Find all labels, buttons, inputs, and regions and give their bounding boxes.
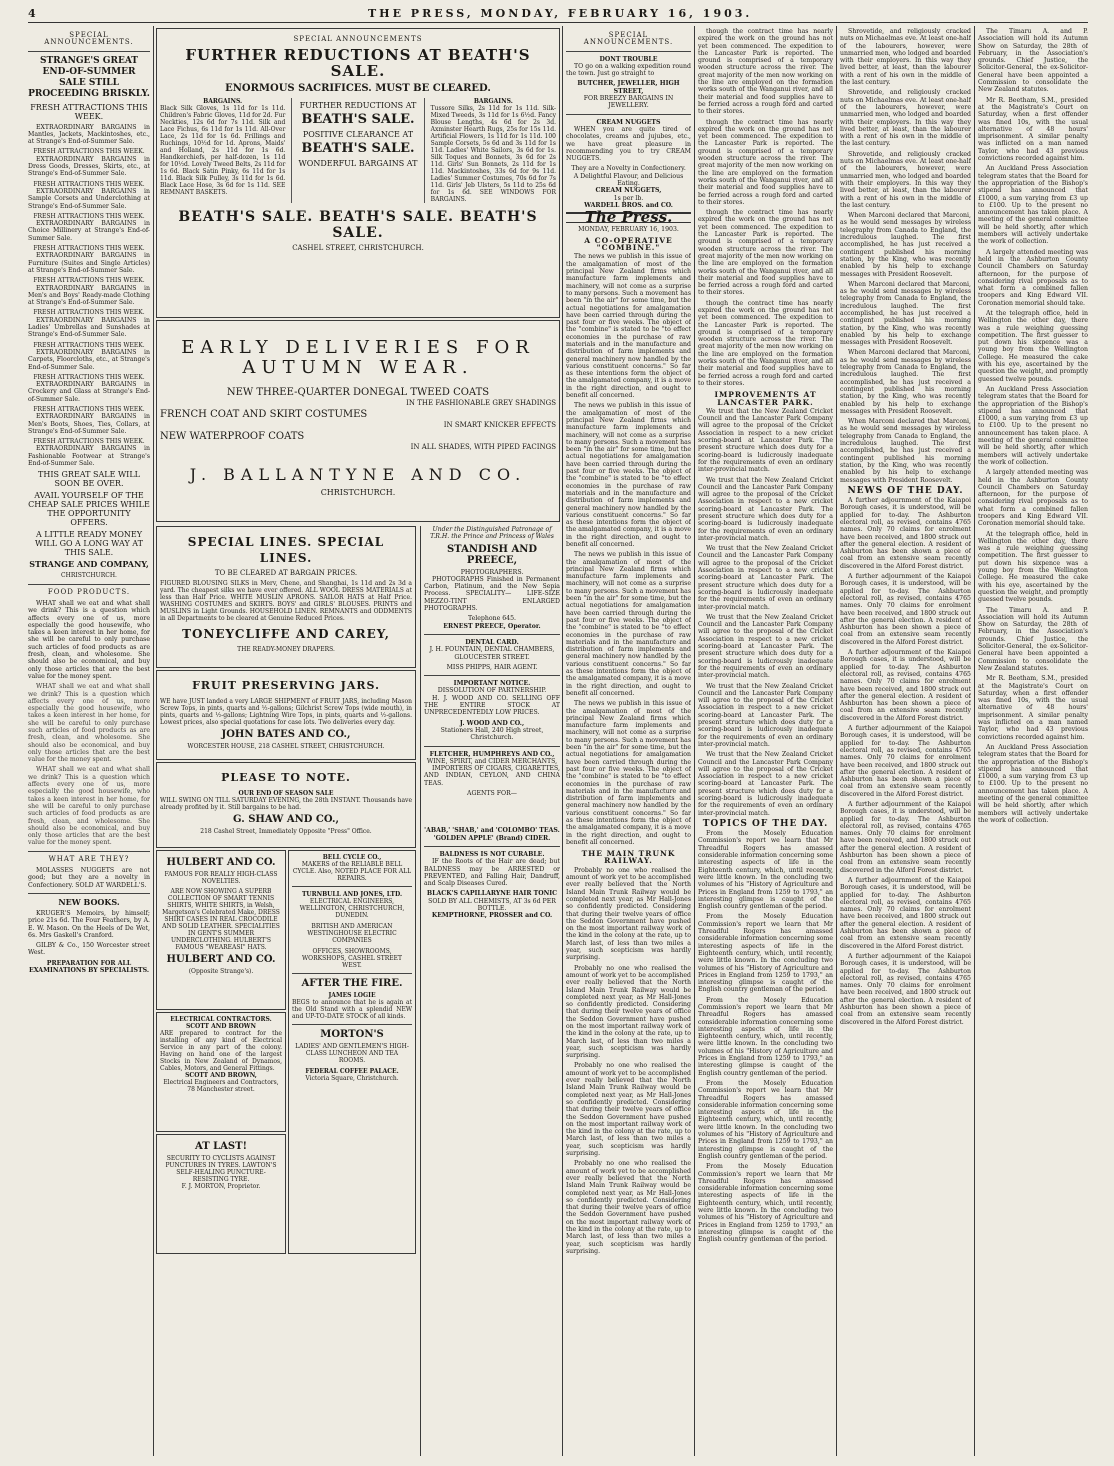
body-text: Shrovetide, and religiously cracked nuts on Michaelmas eve. At least one-half of the labourers, however, were unmarried men, who lodged and boarded with their employers. In this way they lived better, at least, than the labourer with a rent of his own in the middle of the last century. <box>840 28 971 87</box>
fire-firm: JAMES LOGIE <box>328 992 376 999</box>
tonic-price: SOLD BY ALL CHEMISTS, AT 3s 6d PER BOTTLE. <box>428 897 556 912</box>
toney-firm: TONEYCLIFFE AND CAREY, <box>182 627 390 641</box>
trunk-heading: THE MAIN TRUNK RAILWAY. <box>581 849 676 866</box>
agents-label: AGENTS FOR— <box>467 790 517 798</box>
hulbert-ad <box>156 850 286 1010</box>
line-costumes: FRENCH COAT AND SKIRT COSTUMES <box>160 409 368 420</box>
column-rule <box>836 26 837 1456</box>
column-standish <box>420 526 560 1456</box>
list-item: EXTRAORDINARY BARGAINS in Ladies' Umbrellas and Sunshades at Strange's End-of-Summer Sale. <box>28 316 150 339</box>
fresh-attractions: FRESH ATTRACTIONS THIS WEEK. <box>33 148 145 156</box>
fresh-attractions: FRESH ATTRACTIONS THIS WEEK. <box>33 212 145 220</box>
toney-sub: TO BE CLEARED AT BARGAIN PRICES. <box>214 569 358 577</box>
trunk-continued: though the contract time has nearly expired the work on the ground has not yet been commenced. The expedition to the Lancaster Park is reported. The ground is comprised of a temporary wooden structure across the river. The great majority of the men now working on the line are employed on the formation works south of the Wanganui river, and all their material and food supplies have to be ferried across a rough ford and carted to their stores. <box>698 28 833 116</box>
bicycle-title: AT LAST! <box>195 1141 247 1152</box>
toneycliffe-ad <box>156 526 416 668</box>
column-5 <box>698 28 833 1458</box>
body-text: An Auckland Press Association telegram states that the Board for the appropriation of the Bishop's stipend has announced that £1000, a sum varying from £3 up to £100. Up to the present no announcement has taken place. A meeting of the general committee will be held shortly, after which members will actively undertake the work of collection. <box>978 743 1088 824</box>
trunk-body: Probably no one who realised the amount of work yet to be accomplished ever really believed that the North Island Main Trunk Railway would be completed next year, as Mr Hall-Jones so confidently predicted. Considering that during their twelve years of office the Seddon Government have pushed on the most important railway work of the kind in the colony at the rate, up to March last, of less than two miles a year, such scepticism was hardly surprising. <box>566 866 691 962</box>
dental-title: DENTAL CARD. <box>465 638 519 646</box>
butcher-title: BUTCHER, JEWELLER, HIGH STREET, <box>577 80 680 95</box>
improve-body: We trust that the New Zealand Cricket Council and the Lancaster Park Company will agree to the proposal of the Cricket Association in respect to a new cricket scoring-board at Lancaster Park. The present structure which does duty for a scoring-board is ludicrously inadequate for the requirements of even an ordinary inter-provincial match. <box>698 545 833 611</box>
food-body: WHAT shall we eat and what shall we drink? This is a question which affects every one of us, more especially the good housewife, who takes a keen interest in her home, for she will be careful to only purchase such articles of food products as are fresh, clean, and wholesome. She should also be economical, and buy only those articles that are the best value for the money spent. <box>28 683 150 764</box>
column-strange <box>28 28 150 1458</box>
dont-trouble: DONT TROUBLE <box>599 55 658 63</box>
bargains-label: BARGAINS. <box>203 98 243 105</box>
improve-body: We trust that the New Zealand Cricket Council and the Lancaster Park Company will agree to the proposal of the Cricket Association in respect to a new cricket scoring-board at Lancaster Park. The present structure which does duty for a scoring-board is ludicrously inadequate for the requirements of even an ordinary inter-provincial match. <box>698 613 833 680</box>
fruit-address: WORCESTER HOUSE, 218 CASHEL STREET, CHRISTCHURCH. <box>187 743 385 750</box>
turnbull-offices: OFFICES, SHOWROOMS, WORKSHOPS, CASHEL STREET WEST. <box>301 948 403 969</box>
butcher-sub: FOR BREEZY BARGAINS IN JEWELLERY. <box>583 95 674 110</box>
news-body: A further adjournment of the Kaiapoi Borough cases, it is understood, will be applied for to-day. The Ashburton electoral roll, as revised, contains 4765 names. Only 70 claims for enrolment have been received, and 1800 struck out after the general election. A resident of Ashburton has been shown a piece of coal from an extensive seam recently discovered in the Alford Forest district. <box>840 497 971 570</box>
body-text: At the telegraph office, held in Wellington the other day, there was a rule weighing guessing competition. The first guesser to put down his sixpence was a young boy from the Wellington College. He measured the cake with his eye, ascertained by the question the weight, and promptly guessed twelve pounds. <box>978 530 1088 604</box>
list-item: EXTRAORDINARY BARGAINS in Mantles, Jackets, Mackintoshes, etc., at Strange's End-of-Summer Sale. <box>28 123 150 146</box>
line-waterproof: NEW WATERPROOF COATS <box>160 431 305 442</box>
fresh-attractions: FRESH ATTRACTIONS THIS WEEK. <box>33 277 145 285</box>
fresh-attractions: FRESH ATTRACTIONS THIS WEEK. <box>33 373 145 381</box>
note-address: 218 Cashel Street, Immediately Opposite "Press" Office. <box>200 828 372 835</box>
turnbull-cities: WELLINGTON, CHRISTCHURCH, DUNEDIN. <box>299 905 405 919</box>
note-sub: OUR END OF SEASON SALE <box>238 790 334 797</box>
body-text: When Marconi declared that Marconi, as he would send messages by wireless telegraphy from Canada to England, the incredulous laughed. The first accomplished, he has just received a contingent published his morning station, by the King, who was recently enabled by his help to exchange messages with President Roosevelt. <box>840 280 971 347</box>
fed-body: Victoria Square, Christchurch. <box>305 1075 399 1082</box>
standish-operator: ERNEST PREECE, Operator. <box>443 622 541 630</box>
body-text: A largely attended meeting was held in the Ashburton County Council Chambers on Saturday afternoon, for the purpose of considering rival proposals as to what form a combined fallen troopers and King Edward VII. Coronation memorial should take. <box>978 248 1088 307</box>
list-item: EXTRAORDINARY BARGAINS in Dress Goods, Dresses, Skirts, etc., at Strange's End-of-Summer Sale. <box>28 155 150 178</box>
note-body: WILL SWING ON TILL SATURDAY EVENING, the 28th INSTANT. Thousands have already profited by it. Still bargains to be had. <box>160 797 412 811</box>
fruit-jars-ad <box>156 670 416 760</box>
bell-title: BELL CYCLE CO., <box>322 854 382 861</box>
improve-body: We trust that the New Zealand Cricket Council and the Lancaster Park Company will agree to the proposal of the Cricket Association in respect to a new cricket scoring-board at Lancaster Park. The present structure which does duty for a scoring-board is ludicrously inadequate for the requirements of even an ordinary inter-provincial match. <box>698 407 833 474</box>
mid-beath: BEATH'S SALE. <box>301 141 415 156</box>
news-body: A further adjournment of the Kaiapoi Borough cases, it is understood, will be applied for to-day. The Ashburton electoral roll, as revised, contains 4765 names. Only 70 claims for enrolment have been received, and 1800 struck out after the general election. A resident of Ashburton has been shown a piece of coal from an extensive seam recently discovered in the Alford Forest district. <box>840 952 971 1026</box>
topics-body: From the Mosely Education Commission's report we learn that Mr Threadful Rogers has amassed considerable information concerning some interesting aspects of life in the Eighteenth century, which, until recently, were little known. In the concluding two volumes of his "History of Agriculture and Prices in England from 1259 to 1793," an interesting glimpse is caught of the English country gentleman of the period. <box>698 996 833 1077</box>
fresh-attractions: FRESH ATTRACTIONS THIS WEEK. <box>30 102 148 121</box>
ballantyne-ad <box>156 320 560 522</box>
beath-footer: BEATH'S SALE. BEATH'S SALE. BEATH'S SALE. <box>178 209 538 241</box>
fruit-title: FRUIT PRESERVING JARS. <box>192 679 380 692</box>
fletcher-title: FLETCHER, HUMPHREYS AND CO., <box>429 750 555 758</box>
bicycle-ad <box>156 1134 286 1254</box>
body-text: Shrovetide, and religiously cracked nuts on Michaelmas eve. At least one-half of the labourers, however, were unmarried men, who lodged and boarded with their employers. In this way they lived better, at least, than the labourer with a rent of his own in the middle of the last century. <box>840 89 971 148</box>
elec-firm: SCOTT AND BROWN, <box>185 1072 257 1079</box>
hulbert-sub: FAMOUS FOR REALLY HIGH-CLASS NOVELTIES. <box>164 871 278 885</box>
improve-body: We trust that the New Zealand Cricket Council and the Lancaster Park Company will agree to the proposal of the Cricket Association in respect to a new cricket scoring-board at Lancaster Park. The present structure which does duty for a scoring-board is ludicrously inadequate for the requirements of even an ordinary inter-provincial match. <box>698 751 833 817</box>
food-body: WHAT shall we eat and what shall we drink? This is a question which affects every one of us, more especially the good housewife, who takes a keen interest in her home, for she will be careful to only purchase such articles of food products as are fresh, clean, and wholesome. She should also be economical, and buy only those articles that are the best value for the money spent. <box>28 766 150 847</box>
shaw-ad <box>156 762 416 848</box>
line-waterproof-sub: IN ALL SHADES, WITH PIPED FACINGS <box>410 443 556 451</box>
topics-body: From the Mosely Education Commission's report we learn that Mr Threadful Rogers has amassed considerable information concerning some interesting aspects of life in the Eighteenth century, which, until recently, were little known. In the concluding two volumes of his "History of Agriculture and Prices in England from 1259 to 1793," an interesting glimpse is caught of the English country gentleman of the period. <box>698 830 833 911</box>
tonic-title: BLACK'S CAPILLARYNE HAIR TONIC <box>426 890 558 898</box>
hulbert-firm: HULBERT AND CO. <box>166 954 276 965</box>
cider-brand: 'GOLDEN APPLE' (Brand) CIDER. <box>433 834 551 842</box>
toney-body: FIGURED BLOUSING SILKS in Merv, Chene, and Shanghai, 1s 11d and 2s 3d a yard. The cheapest silks we have ever offered. ALL WOOL DRESS MATERIALS at less than Half Price. WHITE MUSLIN APRONS. SAILOR HATS at Half Price. WASHING COSTUMES and SKIRTS. BOYS' and GIRLS' BLOUSES. PRINTS and MUSLINS in Light Grounds. HOUSEHOLD LINEN. REMNANTS and ODDMENTS in all Departments to be cleared at Genuine Reduced Prices. <box>160 580 412 622</box>
fresh-attractions: FRESH ATTRACTIONS THIS WEEK. <box>33 405 145 413</box>
trunk-continued: though the contract time has nearly expired the work on the ground has not yet been commenced. The expedition to the Lancaster Park is reported. The ground is comprised of a temporary wooden structure across the river. The great majority of the men now working on the line are employed on the formation works south of the Wanganui river, and all their material and food supplies have to be ferried across a rough ford and carted to their stores. <box>698 209 833 297</box>
ballantyne-title: EARLY DELIVERIES FOR AUTUMN WEAR. <box>181 337 535 378</box>
cream-novelty: They are a Novelty in Confectionery. <box>571 165 686 173</box>
beath-sub: ENORMOUS SACRIFICES. MUST BE CLEARED. <box>225 83 491 94</box>
list-item: EXTRAORDINARY BARGAINS in Furniture (Suites and Single Articles) at Strange's End-of-Summer Sale. <box>28 252 150 274</box>
standish-top: Under the Distinguished Patronage of T.R.H. the Prince and Princess of Wales <box>430 526 554 541</box>
exam-prep: PREPARATION FOR ALL EXAMINATIONS BY SPECIALISTS. <box>29 959 149 975</box>
dissol-body: H. J. WOOD AND CO. SELLING OFF THE ENTIRE STOCK AT UNPRECEDENTEDLY LOW PRICES. <box>424 694 560 717</box>
hulbert-address: (Opposite Strange's). <box>188 968 254 975</box>
body-text: Shrovetide, and religiously cracked nuts on Michaelmas eve. At least one-half of the labourers, however, were unmarried men, who lodged and boarded with their employers. In this way they lived better, at least, than the labourer with a rent of his own in the middle of the last century. <box>840 150 971 209</box>
toney-title: SPECIAL LINES. SPECIAL LINES. <box>187 535 385 565</box>
column-7 <box>978 28 1088 1458</box>
line-coats: NEW THREE-QUARTER DONEGAL TWEED COATS <box>226 387 490 398</box>
body-text: At the telegraph office, held in Wellington the other day, there was a rule weighing guessing competition. The first guesser to put down his sixpence was a young boy from the Wellington College. He measured the cake with his eye, ascertained by the question the weight, and promptly guessed twelve pounds. <box>978 309 1088 383</box>
fed-title: FEDERAL COFFEE PALACE. <box>305 1068 399 1075</box>
fruit-body: WE have JUST landed a very LARGE SHIPMENT of FRUIT JARS, including Mason Screw Tops, in pints, quarts and ½-gallons; Gilchrist Screw Tops (wide mouth), in pints, quarts and ½-gallons; Lightning Wire Tops, in pints, quarts and ½-gallons. Lowest prices, also special quotations for case lots. Two deliveries every day. <box>160 698 412 726</box>
improve-body: We trust that the New Zealand Cricket Council and the Lancaster Park Company will agree to the proposal of the Cricket Association in respect to a new cricket scoring-board at Lancaster Park. The present structure which does duty for a scoring-board is ludicrously inadequate for the requirements of even an ordinary inter-provincial match. <box>698 682 833 748</box>
tea-brands: 'ABAB,' 'SHAB,' and 'COLOMBO' TEAS. <box>424 827 560 835</box>
beath-title: FURTHER REDUCTIONS AT BEATH'S SALE. <box>185 46 531 80</box>
fresh-attractions: FRESH ATTRACTIONS THIS WEEK. <box>33 245 145 253</box>
bell-cycle-ad <box>288 850 416 1254</box>
trunk-body: Probably no one who realised the amount of work yet to be accomplished ever really believed that the North Island Main Trunk Railway would be completed next year, as Mr Hall-Jones so confidently predicted. Considering that during their twelve years of office the Seddon Government have pushed on the most important railway work of the kind in the colony at the rate, up to March last, of less than two miles a year, such scepticism was hardly surprising. <box>566 1160 691 1255</box>
wood-address: Stationers Hall, 240 High street, Christchurch. <box>440 726 544 742</box>
trunk-continued: though the contract time has nearly expired the work on the ground has not yet been commenced. The expedition to the Lancaster Park is reported. The ground is comprised of a temporary wooden structure across the river. The great majority of the men now working on the line are employed on the formation works south of the Wanganui river, and all their material and food supplies have to be ferried across a rough ford and carted to their stores. <box>698 299 833 387</box>
bargains-label: BARGAINS. <box>473 98 513 105</box>
list-item: EXTRAORDINARY BARGAINS in Choice Millinery at Strange's End-of-Summer Sale. <box>28 220 150 242</box>
news-body: A further adjournment of the Kaiapoi Borough cases, it is understood, will be applied for to-day. The Ashburton electoral roll, as revised, contains 4765 names. Only 70 claims for enrolment have been received, and 1800 struck out after the general election. A resident of Ashburton has been shown a piece of coal from an extensive seam recently discovered in the Alford Forest district. <box>840 876 971 950</box>
body-text: A largely attended meeting was held in the Ashburton County Council Chambers on Saturday afternoon, for the purpose of considering rival proposals as to what form a combined fallen troopers and King Edward VII. Coronation memorial should take. <box>978 469 1088 528</box>
turnbull-agents: BRITISH AND AMERICAN WESTINGHOUSE ELECTRIC COMPANIES <box>307 923 397 944</box>
standish-title: STANDISH AND PREECE, <box>446 543 538 566</box>
column-rule <box>153 26 154 1456</box>
gilby-ad: GILBY & Co., 150 Worcester street West. <box>28 942 150 957</box>
wardell-firm: WARDELL BROS. and CO. <box>584 201 673 209</box>
trunk-body: Probably no one who realised the amount of work yet to be accomplished ever really believed that the North Island Main Trunk Railway would be completed next year, as Mr Hall-Jones so confidently predicted. Considering that during their twelve years of office the Seddon Government have pushed on the most important railway work of the kind in the colony at the rate, up to March last, of less than two miles a year, such scepticism was hardly surprising. <box>566 1062 691 1158</box>
cream-delight: A Delightful Flavour, and Delicious Eating. <box>573 172 684 188</box>
toney-firm-sub: THE READY-MONEY DRAPERS. <box>237 646 335 653</box>
morton-title: MORTON'S <box>320 1029 384 1040</box>
phipps-ad: MISS PHIPPS, HAIR AGENT. <box>446 663 538 671</box>
list-item: EXTRAORDINARY BARGAINS in Fashionable Footwear at Strange's End-of-Summer Sale. <box>28 445 150 468</box>
baldness-title: BALDNESS IS NOT CURABLE. <box>439 850 545 858</box>
cream-body: WHEN you are quite tired of chocolates, creams and jujubes, etc., we have great pleasure in recommending you to try CREAM NUGGETS. <box>566 125 691 163</box>
fire-title: AFTER THE FIRE. <box>301 978 403 989</box>
list-item: EXTRAORDINARY BARGAINS in Men's Boots, Shoes, Ties, Collars, at Strange's End-of-Summer Sale. <box>28 413 150 435</box>
masthead <box>28 6 1088 23</box>
electrical-ad <box>156 1012 286 1132</box>
trunk-body: Probably no one who realised the amount of work yet to be accomplished ever really believed that the North Island Main Trunk Railway would be completed next year, as Mr Hall-Jones so confidently predicted. Considering that during their twelve years of office the Seddon Government have pushed on the most important railway work of the kind in the colony at the rate, up to March last, of less than two miles a year, such scepticism was hardly surprising. <box>566 964 691 1060</box>
body-text: Mr R. Beetham, S.M., presided at the Magistrate's Court on Saturday, when a first offender was fined 10s, with the usual alternative of 48 hours' imprisonment. A similar penalty was inflicted on a man named Taylor, who had 43 previous convictions recorded against him. <box>978 96 1088 163</box>
body-text: When Marconi declared that Marconi, as he would send messages by wireless telegraphy from Canada to England, the incredulous laughed. The first accomplished, he has just received a contingent published his morning station, by the King, who was recently enabled by his help to exchange messages with President Roosevelt. <box>840 349 971 415</box>
books-body: KRUGER'S Memoirs, by himself; price 21s 6d. The Four Feathers, by A. E. W. Mason. On the Heels of De Wet, 6s. Mrs Gaskell's Cranford. <box>28 909 150 939</box>
hulbert-title: HULBERT AND CO. <box>166 857 276 868</box>
turnbull-sub: ELECTRICAL ENGINEERS, <box>309 898 395 905</box>
morton-body: LADIES' AND GENTLEMEN'S HIGH-CLASS LUNCHEON AND TEA ROOMS. <box>295 1043 409 1064</box>
fresh-attractions: FRESH ATTRACTIONS THIS WEEK. <box>33 341 145 349</box>
news-body: A further adjournment of the Kaiapoi Borough cases, it is understood, will be applied for to-day. The Ashburton electoral roll, as revised, contains 4765 names. Only 70 claims for enrolment have been received, and 1800 struck out after the general election. A resident of Ashburton has been shown a piece of coal from an extensive seam recently discovered in the Alford Forest district. <box>840 573 971 646</box>
books-heading: NEW BOOKS. <box>58 896 120 907</box>
wood-firm: J. WOOD AND CO., <box>459 719 525 727</box>
molasses-ad: MOLASSES NUGGETS are not good; but they are a novelty in Confectionery. SOLD AT WARDELL'S. <box>28 867 150 889</box>
mid-beath: BEATH'S SALE. <box>301 112 415 127</box>
improve-heading: IMPROVEMENTS AT LANCASTER PARK. <box>714 390 817 407</box>
newspaper-title: THE PRESS, MONDAY, FEBRUARY 16, 1903. <box>368 7 753 20</box>
dental-body: J. H. FOUNTAIN, DENTAL CHAMBERS, GLOUCESTER STREET. <box>429 646 555 661</box>
topics-body: From the Mosely Education Commission's report we learn that Mr Threadful Rogers has amassed considerable information concerning some interesting aspects of life in the Eighteenth century, which, until recently, were little known. In the concluding two volumes of his "History of Agriculture and Prices in England from 1259 to 1793," an interesting glimpse is caught of the English country gentleman of the period. <box>698 1163 833 1244</box>
food-body: WHAT shall we eat and what shall we drink? This is a question which affects every one of us, more especially the good housewife, who takes a keen interest in her home, for she will be careful to only purchase such articles of food products as are fresh, clean, and wholesome. She should also be economical, and buy only those articles that are the best value for the money spent. <box>28 599 150 680</box>
elec-sub: Electrical Engineers and Contractors, 78 Manchester street. <box>163 1079 279 1093</box>
mid-label: POSITIVE CLEARANCE AT <box>302 130 414 139</box>
sale-avail: AVAIL YOURSELF OF THE CHEAP SALE PRICES WHILE THE OPPORTUNITY OFFERS. <box>28 491 150 528</box>
sale-ending: THIS GREAT SALE WILL SOON BE OVER. <box>38 470 140 489</box>
column-rule <box>974 26 975 1456</box>
section-header: SPECIAL ANNOUNCEMENTS <box>293 35 423 43</box>
list-item: EXTRAORDINARY BARGAINS in Carpets, Floorcloths, etc., at Strange's End-of-Summer Sale. <box>28 348 150 371</box>
note-firm: G. SHAW AND CO., <box>233 814 339 825</box>
body-text: An Auckland Press Association telegram states that the Board for the appropriation of the Bishop's stipend has announced that £1000, a sum varying from £3 up to £100. Up to the present no announcement has taken place. A meeting of the general committee will be held shortly, after which members will actively undertake the work of collection. <box>978 165 1088 246</box>
column-rule <box>562 26 563 1456</box>
body-text: An Auckland Press Association telegram states that the Board for the appropriation of the Bishop's stipend has announced that £1000, a sum varying from £3 up to £100. Up to the present no announcement has taken place. A meeting of the general committee will be held shortly, after which members will actively undertake the work of collection. <box>978 385 1088 466</box>
cream-title-2: CREAM NUGGETS, <box>595 187 662 195</box>
fruit-firm: JOHN BATES AND CO., <box>221 729 351 740</box>
dissol-title: DISSOLUTION OF PARTNERSHIP. <box>437 687 547 695</box>
topics-body: From the Mosely Education Commission's report we learn that Mr Threadful Rogers has amassed considerable information concerning some interesting aspects of life in the Eighteenth century, which, until recently, were little known. In the concluding two volumes of his "History of Agriculture and Prices in England from 1259 to 1793," an interesting glimpse is caught of the English country gentleman of the period. <box>698 913 833 994</box>
combine-heading: A CO-OPERATIVE "COMBINE." <box>584 235 673 253</box>
dont-body: TO go on a walking expedition round the town. Just go straight to <box>566 62 691 78</box>
kempthorne-firm: KEMPTHORNE, PROSSER and CO. <box>431 912 553 920</box>
column-6 <box>840 28 971 1458</box>
fresh-attractions: FRESH ATTRACTIONS THIS WEEK. <box>33 438 145 446</box>
list-item: EXTRAORDINARY BARGAINS in Sample Corsets and Underclothing at Strange's End-of-Summer Sale. <box>28 187 150 210</box>
line-coats-sub: IN THE FASHIONABLE GREY SHADINGS <box>406 399 556 407</box>
list-item: EXTRAORDINARY BARGAINS in Men's and Boys' Ready-made Clothing at Strange's End-of-Summer Sale. <box>28 284 150 307</box>
section-header: SPECIAL ANNOUNCEMENTS. <box>44 31 134 47</box>
sale-title: STRANGE'S GREAT END-OF-SUMMER SALE STILL PROCEEDING BRISKLY. <box>28 55 150 99</box>
improve-body: We trust that the New Zealand Cricket Council and the Lancaster Park Company will agree to the proposal of the Cricket Association in respect to a new cricket scoring-board at Lancaster Park. The present structure which does duty for a scoring-board is ludicrously inadequate for the requirements of even an ordinary inter-provincial match. <box>698 476 833 542</box>
beath-sale-ad <box>156 28 560 318</box>
elec-body: ARE prepared to contract for the installing of any kind of Electrical Service in any part of the colony. Having on hand one of the largest Stocks in New Zealand of Dynamos, Cables, Motors, and General Fittings. <box>160 1030 282 1072</box>
cream-price: 1s per lb. <box>613 194 644 202</box>
fire-body: BEGS to announce that he is again at the Old Stand with a splendid NEW and UP-TO-DATE STOCK of all kinds. <box>292 999 412 1020</box>
news-body: A further adjournment of the Kaiapoi Borough cases, it is understood, will be applied for to-day. The Ashburton electoral roll, as revised, contains 4765 names. Only 70 claims for enrolment have been received, and 1800 struck out after the general election. A resident of Ashburton has been shown a piece of coal from an extensive seam recently discovered in the Alford Forest district. <box>840 649 971 722</box>
ballantyne-city: CHRISTCHURCH. <box>320 488 396 497</box>
fletcher-body: IMPORTERS OF CIGARS, CIGARETTES, AND INDIAN, CEYLON, AND CHINA TEAS. <box>424 765 560 787</box>
news-body: A further adjournment of the Kaiapoi Borough cases, it is understood, will be applied for to-day. The Ashburton electoral roll, as revised, contains 4765 names. Only 70 claims for enrolment have been received, and 1800 struck out after the general election. A resident of Ashburton has been shown a piece of coal from an extensive seam recently discovered in the Alford Forest district. <box>840 725 971 798</box>
the-press-title: The Press. <box>566 212 691 222</box>
what-heading: WHAT ARE THEY? <box>48 854 130 863</box>
left-items: Black Silk Gloves, 1s 11d for 1s 11d. Children's Fabric Gloves, 11d for 2d. Fur Neckties, 12s 6d for 7s 11d. Silk and Lace Fichus, 6s 11d for 1s 11d. All-Over Lace, 2s 11d for 1s 6d. Frillings and Ruchings, 10½d for 1d. Aprons, Maids' and Holland, 2s 11d for 1s 6d. Handkerchiefs, per half-dozen, 1s 11d for 10½d. Lovely Tweed Belts, 2s 11d for 1s 6d. Black Satin Pinky, 6s 11d for 1s 11d. Black Silk Pulley, 3s 11d for 1s 6d. Black Lace Hose, 3s 6d for 1s 11d. SEE REMNANT BASKETS. <box>160 105 286 196</box>
topics-body: From the Mosely Education Commission's report we learn that Mr Threadful Rogers has amassed considerable information concerning some interesting aspects of life in the Eighteenth century, which, until recently, were little known. In the concluding two volumes of his "History of Agriculture and Prices in England from 1259 to 1793," an interesting glimpse is caught of the English country gentleman of the period. <box>698 1079 833 1160</box>
bell-body: MAKERS of the RELIABLE BELL CYCLE. Also, NOTED PLACE FOR ALL REPAIRS. <box>292 861 412 882</box>
baldness-body: IF the Roots of the Hair are dead; but BALDNESS may be ARRESTED or PREVENTED, and Falling Hair, Dandruff, and Scalp Diseases Cured. <box>424 858 560 888</box>
standish-sub: PHOTOGRAPHERS. <box>460 568 524 576</box>
combine-body: The news we publish in this issue of the amalgamation of most of the principal New Zealand firms which manufacture farm implements and machinery, will not come as a surprise to many persons. Such a movement has been "in the air" for some time, but the actual negotiations for amalgamation have been carried through during the past four or five weeks. The object of the "combine" is stated to be "to effect economies in the purchase of raw materials and in the manufacture and distribution of farm implements and general machinery now handled by the various constituent concerns." So far as these intentions form the object of the amalgamated company, it is a move in the right direction, and ought to benefit all concerned. <box>566 402 691 548</box>
right-items: Tussore Silks, 2s 11d for 1s 11d. Silk-Mixed Tweeds, 3s 11d for 1s 6½d. Fancy Blouse Lengths, 4s 6d for 2s 3d. Axminster Hearth Rugs, 25s for 15s 11d. Artificial Flowers, 1s 11d for 1s 11d. 100 Sample Corsets, 5s 6d and 3s 11d for 1s 11d. Ladies' White Sailors, 3s 6d for 1s. Silk Toques and Bonnets, 3s 6d for 2s 11d. Girls' Sun Bonnets, 2s 11d for 1s 11d. Mackintoshes, 33s 6d for 9s 11d. Ladies' Summer Costumes, 70s 6d for 7s 11d. Girls' Jeb Ulsters, 5s 11d to 25s 6d for 1s 6d. SEE WINDOWS FOR BARGAINS. <box>430 105 556 203</box>
combine-body: The news we publish in this issue of the amalgamation of most of the principal New Zealand firms which manufacture farm implements and machinery, will not come as a surprise to many persons. Such a movement has been "in the air" for some time, but the actual negotiations for amalgamation have been carried through during the past four or five weeks. The object of the "combine" is stated to be "to effect economies in the purchase of raw materials and in the manufacture and distribution of farm implements and general machinery now handled by the various constituent concerns." So far as these intentions form the object of the amalgamated company, it is a move in the right direction, and ought to benefit all concerned. <box>566 253 691 400</box>
combine-body: The news we publish in this issue of the amalgamation of most of the principal New Zealand firms which manufacture farm implements and machinery, will not come as a surprise to many persons. Such a movement has been "in the air" for some time, but the actual negotiations for amalgamation have been carried through during the past four or five weeks. The object of the "combine" is stated to be "to effect economies in the purchase of raw materials and in the manufacture and distribution of farm implements and general machinery now handled by the various constituent concerns." So far as these intentions form the object of the amalgamated company, it is a move in the right direction, and ought to benefit all concerned. <box>566 700 691 846</box>
firm-name: STRANGE AND COMPANY, <box>29 559 149 570</box>
body-text: When Marconi declared that Marconi, as he would send messages by wireless telegraphy from Canada to England, the incredulous laughed. The first accomplished, he has just received a contingent published his morning station, by the King, who was recently enabled by his help to exchange messages with President Roosevelt. <box>840 418 971 484</box>
news-heading: NEWS OF THE DAY. <box>847 485 964 496</box>
line-costumes-sub: IN SMART KNICKER EFFECTS <box>443 421 556 429</box>
body-text: The Timaru A. and P. Association will hold its Autumn Show on Saturday, the 28th of February, in the Association's grounds. Chief Justice, the Solicitor-General, the ex-Solicitor-General have been appointed a Commission to consolidate the New Zealand statutes. <box>978 28 1088 94</box>
body-text: Mr R. Beetham, S.M., presided at the Magistrate's Court on Saturday, when a first offender was fined 10s, with the usual alternative of 48 hours' imprisonment. A similar penalty was inflicted on a man named Taylor, who had 43 previous convictions recorded against him. <box>978 675 1088 741</box>
trunk-continued: though the contract time has nearly expired the work on the ground has not yet been commenced. The expedition to the Lancaster Park is reported. The ground is comprised of a temporary wooden structure across the river. The great majority of the men now working on the line are employed on the formation works south of the Wanganui river, and all their material and food supplies have to be ferried across a rough ford and carted to their stores. <box>698 118 833 206</box>
news-body: A further adjournment of the Kaiapoi Borough cases, it is understood, will be applied for to-day. The Ashburton electoral roll, as revised, contains 4765 names. Only 70 claims for enrolment have been received, and 1800 struck out after the general election. A resident of Ashburton has been shown a piece of coal from an extensive seam recently discovered in the Alford Forest district. <box>840 800 971 874</box>
column-editorial <box>566 28 691 1458</box>
editorial-date: MONDAY, FEBRUARY 16, 1903. <box>578 225 679 233</box>
fresh-attractions: FRESH ATTRACTIONS THIS WEEK. <box>33 309 145 317</box>
elec-title: ELECTRICAL CONTRACTORS. SCOTT AND BROWN <box>170 1016 272 1030</box>
firm-city: CHRISTCHURCH. <box>61 572 117 580</box>
notice-title: IMPORTANT NOTICE. <box>453 680 531 688</box>
section-header: SPECIAL ANNOUNCEMENTS. <box>583 31 674 47</box>
fletcher-sub: WINE, SPIRIT, and CIDER MERCHANTS, <box>426 757 558 765</box>
cream-title: CREAM NUGGETS <box>596 118 661 126</box>
ballantyne-firm: J. BALLANTYNE AND CO. <box>189 465 527 484</box>
fresh-attractions: FRESH ATTRACTIONS THIS WEEK. <box>33 180 145 188</box>
list-item: EXTRAORDINARY BARGAINS in Crockery and Glass at Strange's End-of-Summer Sale. <box>28 381 150 403</box>
food-heading: FOOD PRODUCTS. <box>47 587 131 596</box>
standish-tel: Telephone 645. <box>467 615 516 623</box>
hulbert-body: ARE NOW SHOWING A SUPERB COLLECTION OF SMART TENNIS SHIRTS, WHITE SHIRTS, in Welsh, Margetson's Celebrated Make, DRESS SHIRT CASES IN REAL CROCODILE AND SOLID LEATHER. SPECIALITIES IN GENT'S SUMMER UNDERCLOTHING. HULBERT'S FAMOUS "WEAREASI" HATS. <box>162 888 280 951</box>
body-text: The Timaru A. and P. Association will hold its Autumn Show on Saturday, the 28th of February, in the Association's grounds. Chief Justice, the Solicitor-General, the ex-Solicitor-General have been appointed a Commission to consolidate the New Zealand statutes. <box>978 606 1088 672</box>
bicycle-firm: F. J. MORTON, Proprietor. <box>181 1183 261 1190</box>
beath-address: CASHEL STREET, CHRISTCHURCH. <box>292 244 424 252</box>
sale-ready: A LITTLE READY MONEY WILL GO A LONG WAY AT THIS SALE. <box>35 530 143 558</box>
body-text: When Marconi declared that Marconi, as he would send messages by wireless telegraphy from Canada to England, the incredulous laughed. The first accomplished, he has just received a contingent published his morning station, by the King, who was recently enabled by his help to exchange messages with President Roosevelt. <box>840 212 971 278</box>
page-number: 4 <box>28 7 36 20</box>
column-rule <box>694 26 695 1456</box>
standish-body: PHOTOGRAPHS Finished in Permanent Carbon, Platinum, and the New Sepia Process. SPECIALITY— LIFE-SIZE MEZZO-TINT ENLARGED PHOTOGRAPHS. <box>424 575 560 613</box>
note-title: PLEASE TO NOTE. <box>221 771 351 784</box>
bicycle-body: SECURITY TO CYCLISTS AGAINST PUNCTURES IN TYRES. LAWTON'S SELF-HEALING PUNCTURE-RESISTING TYRE. <box>165 1155 277 1183</box>
topics-heading: TOPICS OF THE DAY. <box>702 818 829 829</box>
combine-body: The news we publish in this issue of the amalgamation of most of the principal New Zealand firms which manufacture farm implements and machinery, will not come as a surprise to many persons. Such a movement has been "in the air" for some time, but the actual negotiations for amalgamation have been carried through during the past four or five weeks. The object of the "combine" is stated to be "to effect economies in the purchase of raw materials and in the manufacture and distribution of farm implements and general machinery now handled by the various constituent concerns." So far as these intentions form the object of the amalgamated company, it is a move in the right direction, and ought to benefit all concerned. <box>566 551 691 697</box>
turnbull-title: TURNBULL AND JONES, LTD. <box>301 891 403 898</box>
mid-label: WONDERFUL BARGAINS AT <box>298 159 418 168</box>
mid-label: FURTHER REDUCTIONS AT <box>299 101 417 110</box>
